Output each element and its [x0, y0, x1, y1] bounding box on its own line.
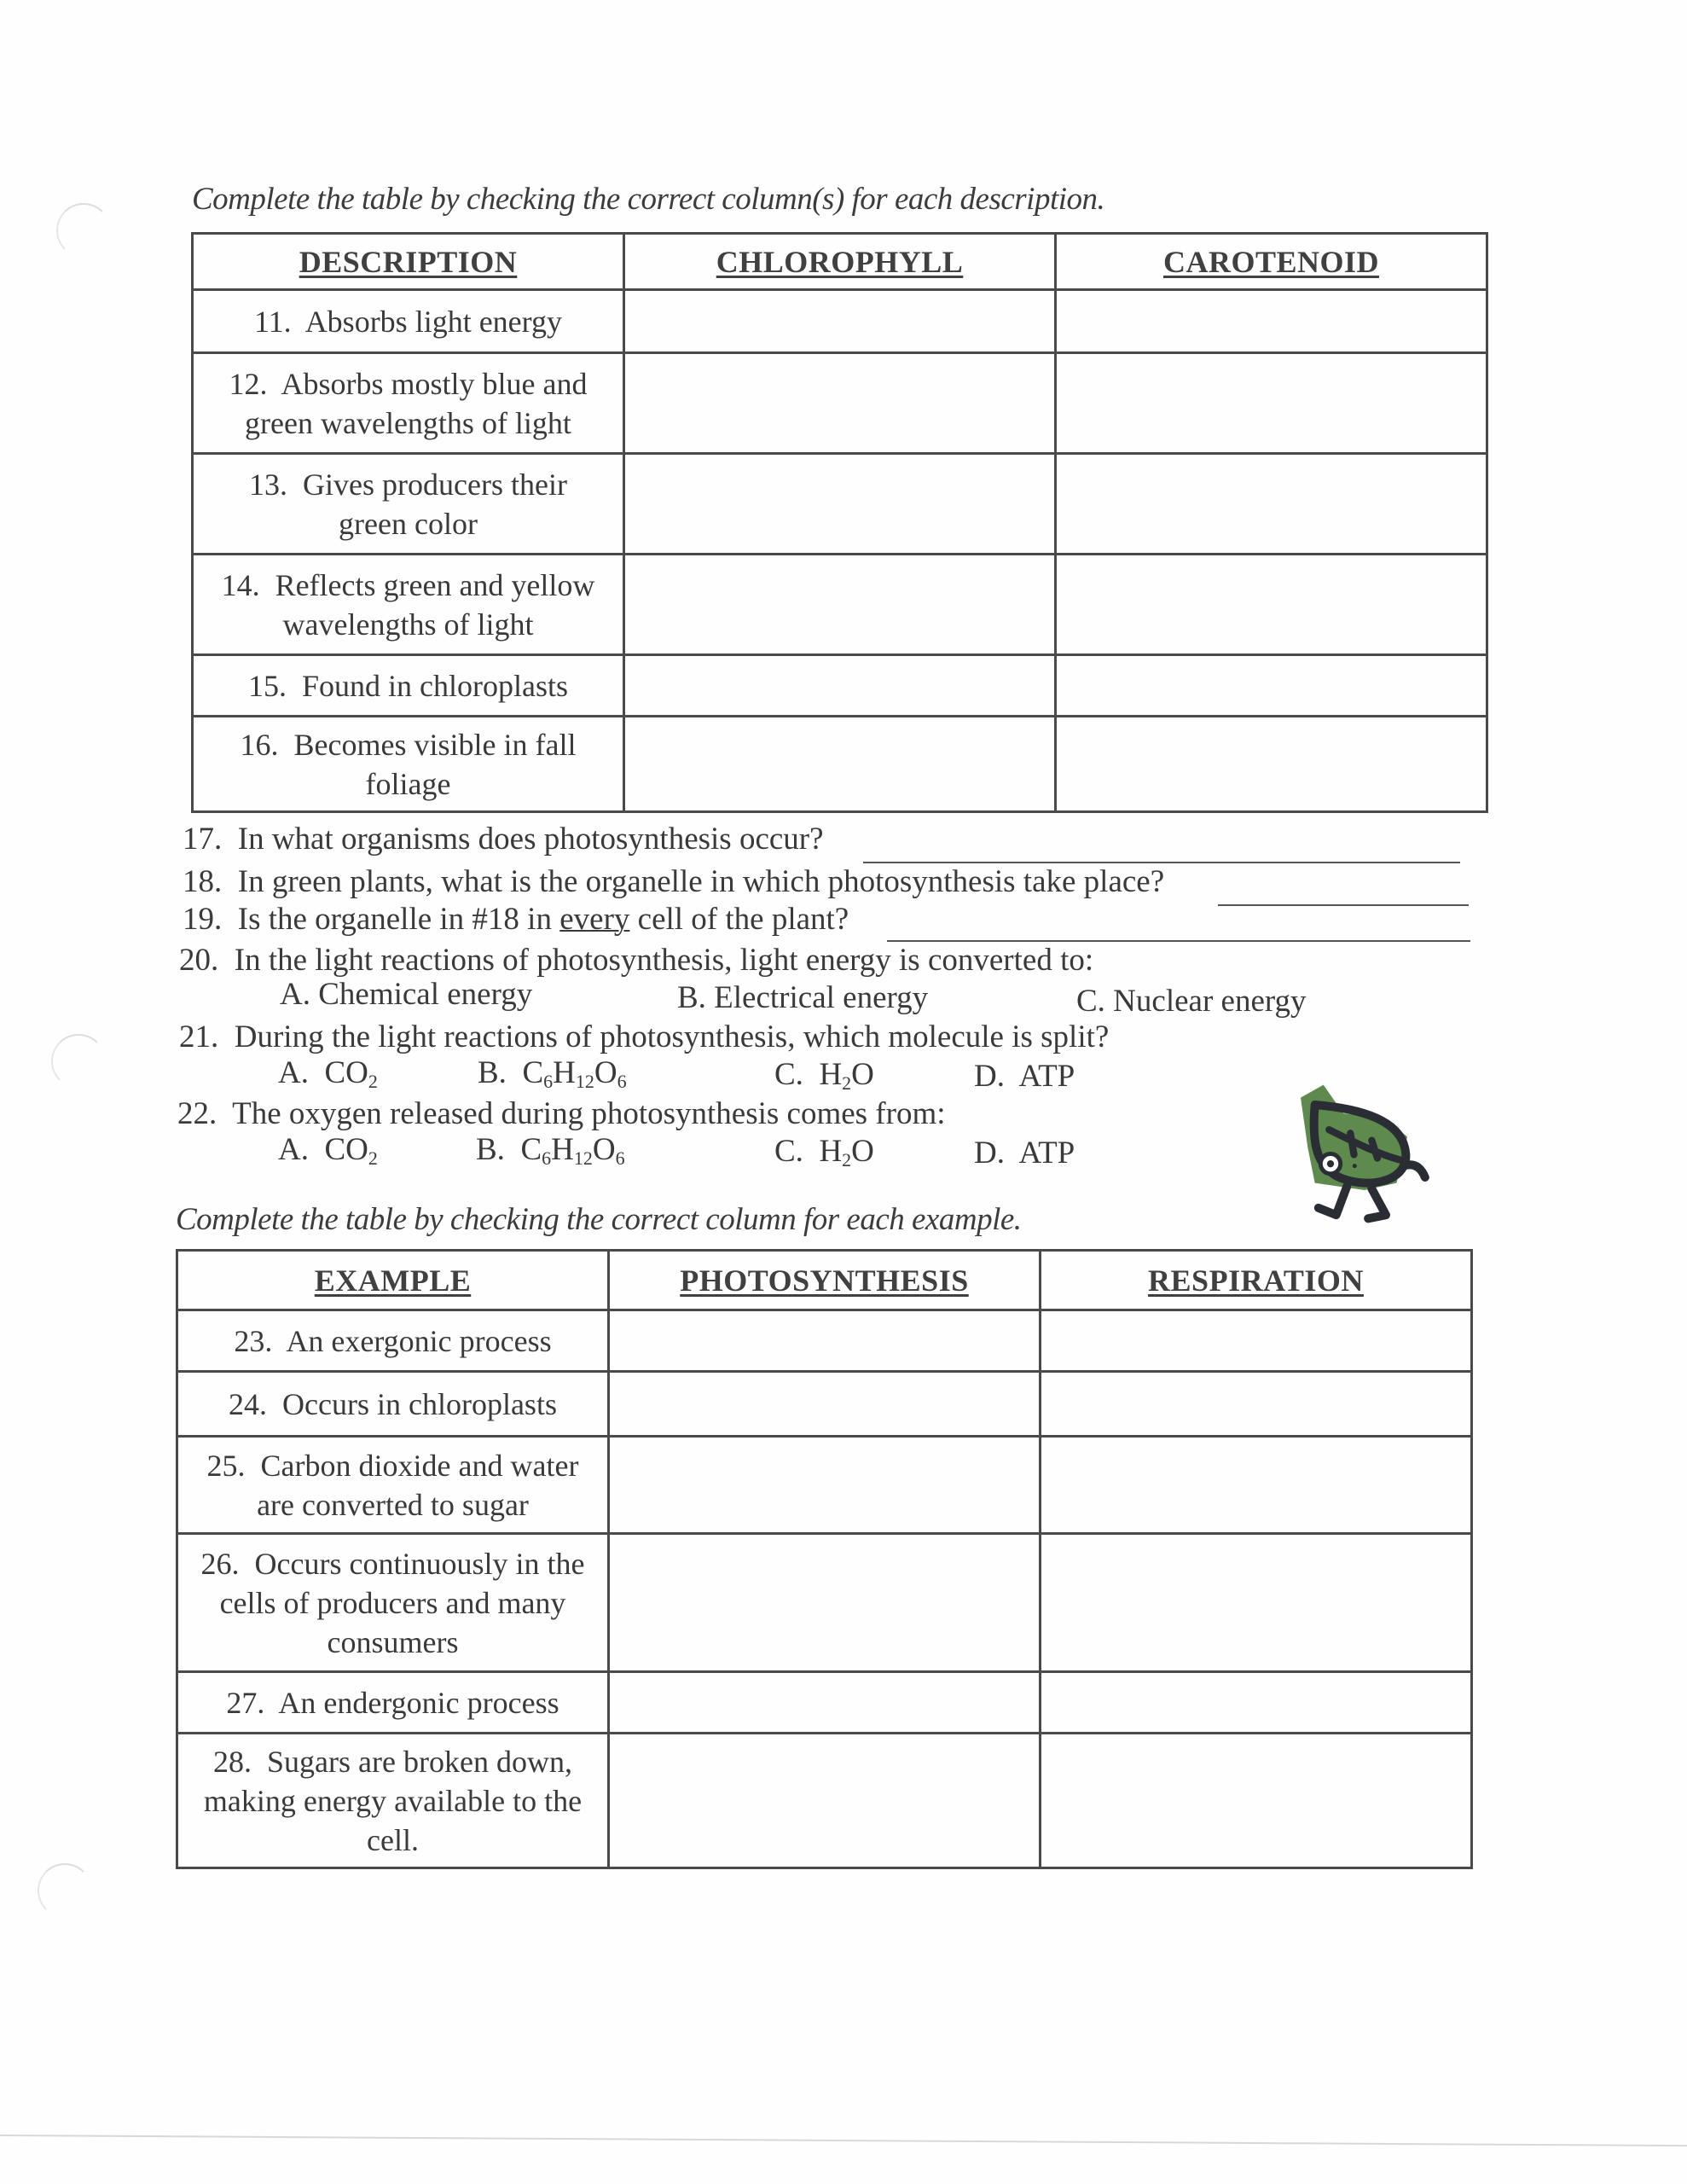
respiration-check-cell[interactable]: [1041, 1437, 1472, 1534]
carotenoid-check-cell[interactable]: [1056, 454, 1487, 555]
header-chlorophyll: CHLOROPHYLL: [624, 234, 1056, 290]
photosynthesis-check-cell[interactable]: [609, 1734, 1041, 1868]
walking-leaf-icon: [1279, 1062, 1450, 1233]
eye-pupil: [1327, 1160, 1334, 1167]
row-description: 26. Occurs continuously in the cells of producers and many consumers: [177, 1534, 609, 1672]
photosynthesis-check-cell[interactable]: [609, 1437, 1041, 1534]
option-20b[interactable]: B. Electrical energy: [677, 980, 929, 1015]
table-row: [177, 1437, 1472, 1534]
right-leg: [1368, 1188, 1386, 1218]
table-row: [177, 1372, 1472, 1437]
answer-18-field[interactable]: [1218, 904, 1469, 906]
chlorophyll-check-cell[interactable]: [624, 454, 1056, 555]
table-header-row: [177, 1251, 1472, 1310]
row-description: 14. Reflects green and yellow wavelengths of light: [193, 555, 624, 655]
hole-punch-mark: [56, 203, 111, 258]
header-description: DESCRIPTION: [193, 234, 624, 290]
table-row: [193, 555, 1487, 655]
option-20a[interactable]: A. Chemical energy: [280, 977, 533, 1012]
row-description: 23. An exergonic process: [177, 1310, 609, 1372]
respiration-check-cell[interactable]: [1041, 1672, 1472, 1734]
row-description: 27. An endergonic process: [177, 1672, 609, 1734]
question-20: 20. In the light reactions of photosynthesis, light energy is converted to:: [179, 943, 1094, 978]
row-description: 13. Gives producers their green color: [193, 454, 624, 555]
table-row: [193, 353, 1487, 454]
header-photosynthesis: PHOTOSYNTHESIS: [609, 1251, 1041, 1310]
page-edge: [0, 2135, 1687, 2146]
table-header-row: [193, 234, 1487, 290]
pigment-table: [191, 232, 1488, 813]
carotenoid-check-cell[interactable]: [1056, 655, 1487, 717]
carotenoid-check-cell[interactable]: [1056, 290, 1487, 353]
row-description: 16. Becomes visible in fall foliage: [193, 717, 624, 812]
table-row: [177, 1534, 1472, 1672]
header-carotenoid: CAROTENOID: [1056, 234, 1487, 290]
chlorophyll-check-cell[interactable]: [624, 717, 1056, 812]
hole-punch-mark: [51, 1034, 106, 1089]
hole-punch-mark: [38, 1863, 92, 1918]
row-description: 28. Sugars are broken down, making energy available to the cell.: [177, 1734, 609, 1868]
photosynthesis-check-cell[interactable]: [609, 1372, 1041, 1437]
question-17: 17. In what organisms does photosynthesis occur?: [183, 822, 824, 857]
carotenoid-check-cell[interactable]: [1056, 555, 1487, 655]
row-description: 11. Absorbs light energy: [193, 290, 624, 353]
carotenoid-check-cell[interactable]: [1056, 717, 1487, 812]
option-22a[interactable]: A. $CO_2$: [278, 1132, 378, 1169]
photosynthesis-check-cell[interactable]: [609, 1672, 1041, 1734]
option-21d[interactable]: D. ATP: [974, 1059, 1075, 1094]
photosynthesis-check-cell[interactable]: [609, 1310, 1041, 1372]
chlorophyll-check-cell[interactable]: [624, 655, 1056, 717]
option-22c[interactable]: C. $H_2O$: [774, 1134, 874, 1170]
table-row: [193, 655, 1487, 717]
emphasis-every: every: [559, 902, 630, 937]
section1-instruction: Complete the table by checking the correct column(s) for each description.: [192, 182, 1105, 217]
photosynthesis-check-cell[interactable]: [609, 1534, 1041, 1672]
header-respiration: RESPIRATION: [1041, 1251, 1472, 1310]
option-22d[interactable]: D. ATP: [974, 1136, 1075, 1170]
section2-instruction: Complete the table by checking the correct column for each example.: [176, 1202, 1022, 1237]
row-description: 15. Found in chloroplasts: [193, 655, 624, 717]
row-description: 24. Occurs in chloroplasts: [177, 1372, 609, 1437]
table-row: [177, 1310, 1472, 1372]
arm: [1406, 1165, 1425, 1177]
respiration-check-cell[interactable]: [1041, 1310, 1472, 1372]
option-22b[interactable]: B. $C_6H_{12}O_6$: [476, 1132, 625, 1169]
header-example: EXAMPLE: [177, 1251, 609, 1310]
chlorophyll-check-cell[interactable]: [624, 555, 1056, 655]
process-table: [176, 1249, 1473, 1869]
carotenoid-check-cell[interactable]: [1056, 353, 1487, 454]
table-row: [193, 290, 1487, 353]
respiration-check-cell[interactable]: [1041, 1534, 1472, 1672]
option-21b[interactable]: B. $C_6H_{12}O_6$: [478, 1055, 627, 1092]
respiration-check-cell[interactable]: [1041, 1372, 1472, 1437]
option-20c[interactable]: C. Nuclear energy: [1076, 984, 1307, 1019]
respiration-check-cell[interactable]: [1041, 1734, 1472, 1868]
table-row: [177, 1734, 1472, 1868]
question-22: 22. The oxygen released during photosynthesis comes from:: [177, 1096, 946, 1131]
option-21c[interactable]: C. $H_2O$: [774, 1057, 874, 1094]
chlorophyll-check-cell[interactable]: [624, 353, 1056, 454]
question-18: 18. In green plants, what is the organelle in which photosynthesis take place?: [183, 864, 1165, 899]
option-21a[interactable]: A. $CO_2$: [278, 1055, 378, 1092]
question-19: 19. Is the organelle in #18 in every cell of the plant?: [183, 902, 849, 937]
table-row: [177, 1672, 1472, 1734]
left-leg: [1319, 1187, 1347, 1215]
chlorophyll-check-cell[interactable]: [624, 290, 1056, 353]
table-row: [193, 454, 1487, 555]
nose-dot: [1353, 1164, 1357, 1168]
row-description: 12. Absorbs mostly blue and green wavelengths of light: [193, 353, 624, 454]
row-description: 25. Carbon dioxide and water are converted to sugar: [177, 1437, 609, 1534]
table-row: [193, 717, 1487, 812]
question-21: 21. During the light reactions of photosynthesis, which molecule is split?: [179, 1019, 1110, 1054]
